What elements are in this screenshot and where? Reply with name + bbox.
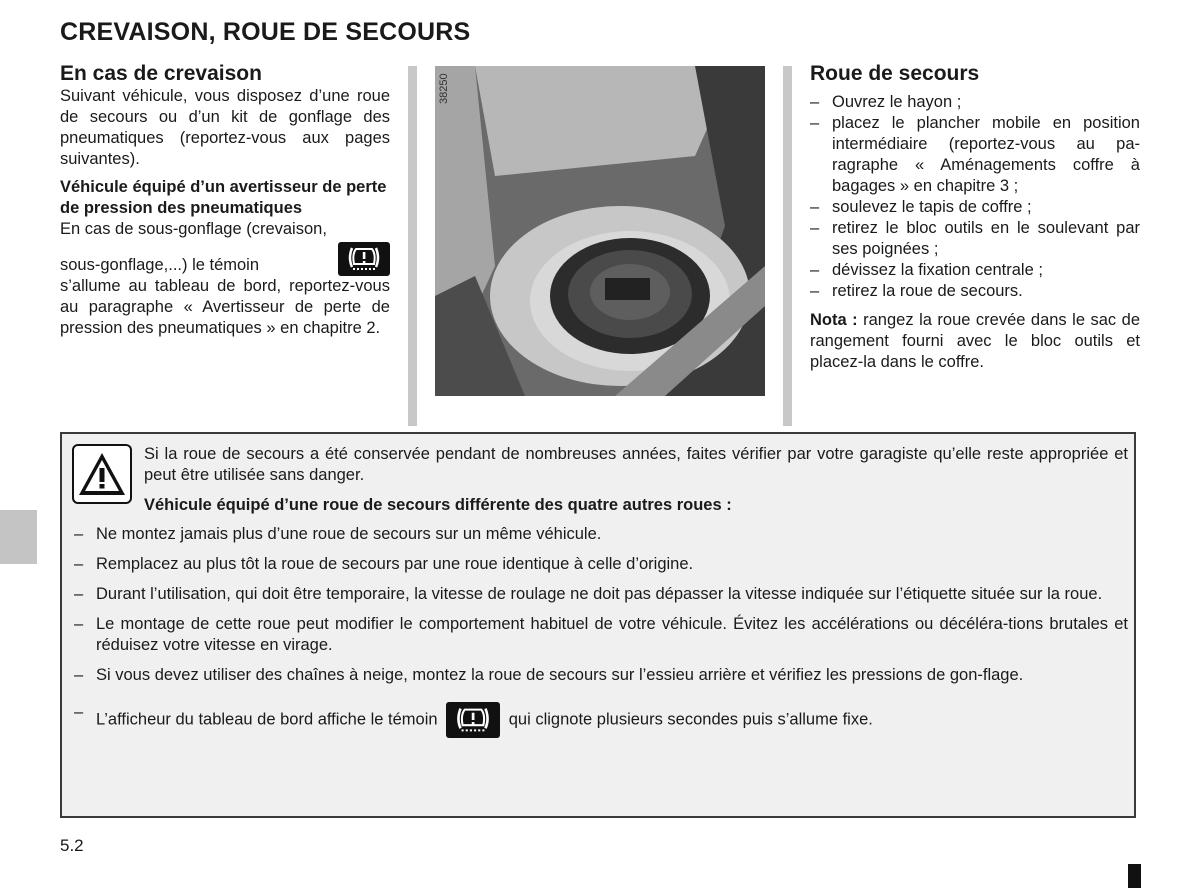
tpms-icon-line — [60, 242, 390, 276]
warning-intro: Si la roue de secours a été conservée pendant de nombreuses années, faites vérifier par votre garagiste qu’elle reste appropriée et peut être utilisée sans danger. — [144, 445, 1128, 484]
corner-mark — [1128, 864, 1141, 888]
left-column — [60, 62, 390, 339]
note-label: Nota : — [810, 311, 858, 329]
warning-item: – Durant l’utilisation, qui doit être temporaire, la vitesse de roulage ne doit pas dépasser la vitesse indiquée sur l’étiquette située sur la roue. — [74, 584, 1128, 605]
page-title: CREVAISON, ROUE DE SECOURS — [60, 18, 471, 46]
chapter-tab — [0, 510, 37, 564]
right-divider — [783, 66, 792, 426]
step-item: – placez le plancher mobile en position intermédiaire (reportez-vous au pa-ragraphe « Aménagements coffre à bagages » en chapitre 3 ; — [810, 113, 1140, 197]
tpms-text-start: En cas de sous-gonflage (crevaison, — [60, 220, 327, 238]
spare-heading: Roue de secours — [810, 62, 980, 85]
last-item-after: qui clignote plusieurs secondes puis s’allume fixe. — [508, 710, 873, 729]
tpms-title: Véhicule équipé d’un avertisseur de perte de pression des pneumatiques — [60, 178, 387, 217]
spare-note — [810, 310, 1140, 373]
step-item: – soulevez le tapis de coffre ; — [810, 197, 1140, 218]
spare-steps — [810, 92, 1140, 302]
warning-item-last — [74, 702, 1128, 738]
right-column — [810, 62, 1140, 373]
warning-item: – Le montage de cette roue peut modifier le comportement habituel de votre véhicule. Évitez les accélérations ou décéléra-tions brutales et réduisez votre vitesse en virage. — [74, 614, 1128, 656]
warning-box — [60, 432, 1136, 818]
spare-wheel-photo — [435, 66, 765, 396]
step-item: – Ouvrez le hayon ; — [810, 92, 1140, 113]
note-text: rangez la roue crevée dans le sac de rangement fourni avec le bloc outils et placez-la dans le coffre. — [810, 311, 1141, 371]
warning-list — [74, 524, 1128, 747]
page-number: 5.2 — [60, 836, 84, 855]
tpms-text-icon-line: sous-gonflage,...) le témoin — [60, 256, 260, 274]
step-item: – dévissez la fixation centrale ; — [810, 260, 1140, 281]
warning-title: Véhicule équipé d’une roue de secours différente des quatre autres roues : — [144, 496, 732, 514]
step-item: – retirez la roue de secours. — [810, 281, 1140, 302]
warning-text — [144, 444, 1128, 516]
warning-item: – Remplacez au plus tôt la roue de secours par une roue identique à celle d’origine. — [74, 554, 1128, 575]
warning-item: – Ne montez jamais plus d’une roue de secours sur un même véhicule. — [74, 524, 1128, 545]
left-divider — [408, 66, 417, 426]
tpms-text-end: s’allume au tableau de bord, reportez-vous au paragraphe « Avertisseur de perte de pression des pneumatiques » en chapitre 2. — [60, 277, 390, 337]
tpms-warning-icon — [338, 242, 390, 276]
step-item: – retirez le bloc outils en le soulevant par ses poignées ; — [810, 218, 1140, 260]
photo-code: 38250 — [438, 73, 450, 104]
last-item-before: L’afficheur du tableau de bord affiche le témoin — [96, 710, 438, 729]
warning-item: – Si vous devez utiliser des chaînes à neige, montez la roue de secours sur l’essieu arrière et vérifiez les pressions de gon-flage. — [74, 665, 1128, 686]
puncture-intro: Suivant véhicule, vous disposez d’une roue de secours ou d’un kit de gonflage des pneumatiques (reportez-vous aux pages suivantes). — [60, 87, 390, 168]
puncture-heading: En cas de crevaison — [60, 62, 262, 85]
tpms-warning-icon — [446, 702, 500, 738]
warning-triangle-icon — [72, 444, 132, 504]
